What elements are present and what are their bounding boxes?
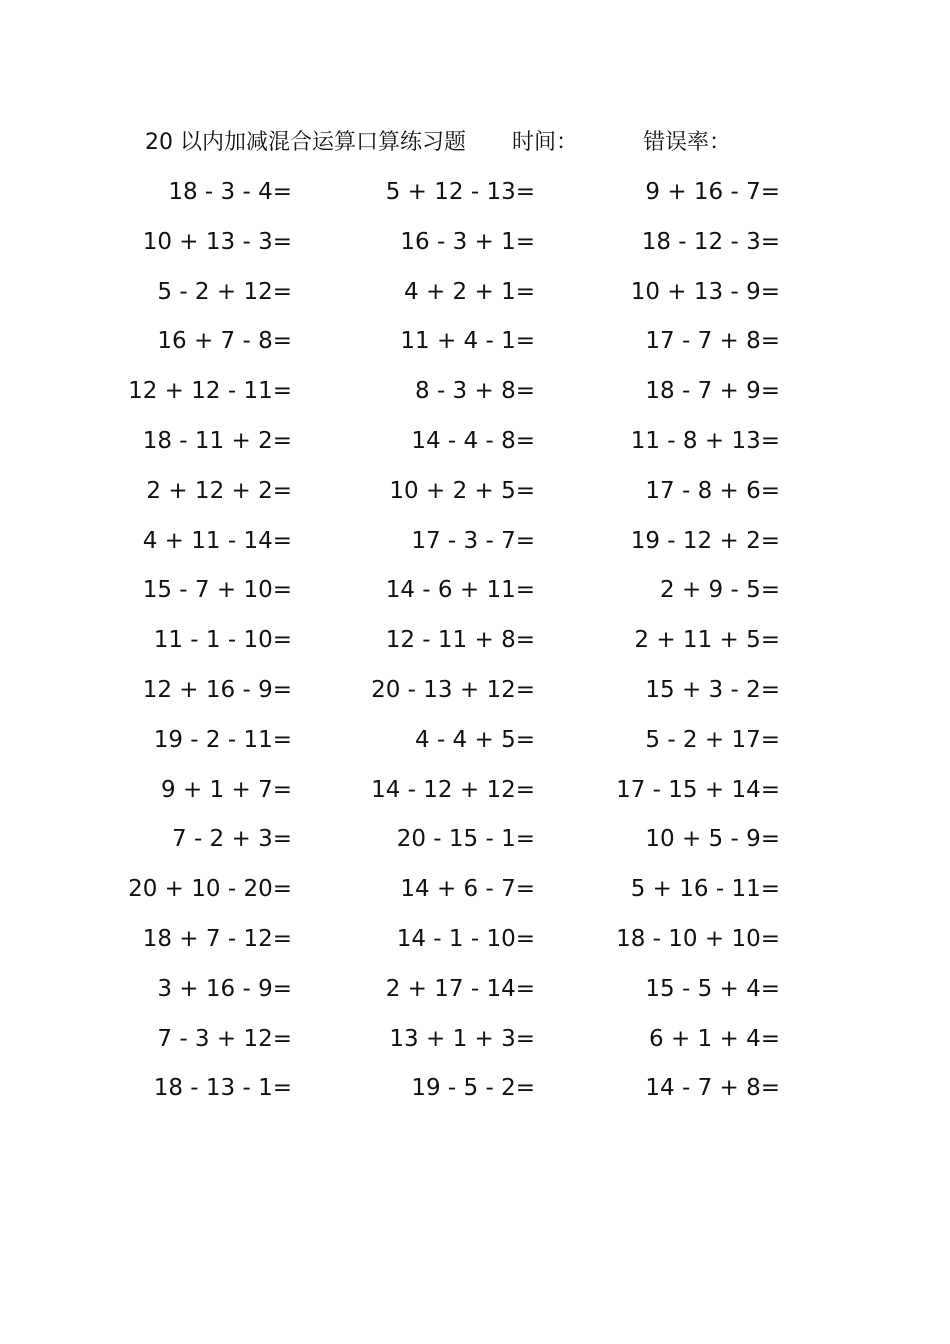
problem: 4 + 2 + 1= [404, 278, 535, 305]
problem: 14 - 6 + 11= [385, 577, 535, 604]
problem: 17 - 7 + 8= [645, 328, 780, 355]
problem: 16 - 3 + 1= [400, 228, 535, 255]
problem: 18 - 10 + 10= [616, 925, 780, 952]
problem: 19 - 2 - 11= [153, 726, 292, 753]
problem-row [0, 670, 950, 720]
worksheet-header [0, 126, 950, 160]
problem: 4 + 11 - 14= [142, 527, 292, 554]
problem: 2 + 11 + 5= [634, 627, 780, 654]
problem: 13 + 1 + 3= [389, 1025, 535, 1052]
problem-row [0, 272, 950, 322]
problem: 17 - 3 - 7= [411, 527, 535, 554]
problem: 9 + 16 - 7= [645, 179, 780, 205]
problem-row [0, 770, 950, 820]
problem: 17 - 8 + 6= [645, 477, 780, 504]
problem: 17 - 15 + 14= [616, 776, 780, 803]
problem-row [0, 1068, 950, 1118]
problem: 20 - 13 + 12= [371, 676, 535, 703]
problem: 14 - 12 + 12= [371, 776, 535, 803]
problem: 14 - 1 - 10= [396, 925, 535, 952]
problem: 10 + 13 - 9= [630, 278, 780, 305]
problem: 10 + 2 + 5= [389, 477, 535, 504]
problem-row [0, 371, 950, 421]
problem-row [0, 471, 950, 521]
problem: 18 - 11 + 2= [142, 427, 292, 454]
problem: 16 + 7 - 8= [157, 328, 292, 355]
problem: 12 - 11 + 8= [385, 627, 535, 654]
problem: 11 + 4 - 1= [400, 328, 535, 355]
problem: 18 + 7 - 12= [142, 925, 292, 952]
problem-row [0, 720, 950, 770]
problem: 11 - 1 - 10= [153, 627, 292, 654]
problem: 18 - 3 - 4= [168, 179, 292, 205]
problem-row [0, 620, 950, 670]
worksheet-title: 20 以内加减混合运算口算练习题 [145, 130, 466, 155]
error-rate-label: 错误率： [643, 130, 732, 155]
problem: 5 + 12 - 13= [385, 179, 535, 205]
problem: 4 - 4 + 5= [415, 726, 535, 753]
problem: 10 + 5 - 9= [645, 826, 780, 853]
problem: 14 - 4 - 8= [411, 427, 535, 454]
problem: 8 - 3 + 8= [415, 378, 535, 405]
problem: 18 - 13 - 1= [153, 1075, 292, 1102]
problem-row [0, 321, 950, 371]
time-label: 时间： [512, 130, 579, 155]
problem-grid [0, 172, 950, 1118]
problem: 3 + 16 - 9= [157, 975, 292, 1002]
problem: 6 + 1 + 4= [649, 1025, 780, 1052]
problem: 20 + 10 - 20= [128, 876, 292, 903]
problem: 15 + 3 - 2= [645, 676, 780, 703]
problem: 7 - 3 + 12= [157, 1025, 292, 1052]
problem: 14 + 6 - 7= [400, 876, 535, 903]
problem: 11 - 8 + 13= [630, 427, 780, 454]
problem-row [0, 969, 950, 1019]
problem-row [0, 172, 950, 222]
problem: 10 + 13 - 3= [142, 228, 292, 255]
problem: 2 + 17 - 14= [385, 975, 535, 1002]
problem: 7 - 2 + 3= [172, 826, 292, 853]
problem-row [0, 570, 950, 620]
problem: 20 - 15 - 1= [396, 826, 535, 853]
problem-row [0, 919, 950, 969]
problem: 5 - 2 + 17= [645, 726, 780, 753]
problem: 18 - 7 + 9= [645, 378, 780, 405]
problem: 9 + 1 + 7= [161, 776, 292, 803]
problem: 12 + 12 - 11= [128, 378, 292, 405]
problem: 18 - 12 - 3= [641, 228, 780, 255]
problem-row [0, 421, 950, 471]
problem-row [0, 1019, 950, 1069]
problem: 19 - 12 + 2= [630, 527, 780, 554]
problem-row [0, 521, 950, 571]
problem: 2 + 12 + 2= [146, 477, 292, 504]
problem: 15 - 7 + 10= [142, 577, 292, 604]
problem-row [0, 222, 950, 272]
problem-row [0, 819, 950, 869]
problem-row [0, 869, 950, 919]
problem: 2 + 9 - 5= [660, 577, 780, 604]
problem: 5 - 2 + 12= [157, 278, 292, 305]
problem: 12 + 16 - 9= [142, 676, 292, 703]
problem: 5 + 16 - 11= [630, 876, 780, 903]
problem: 19 - 5 - 2= [411, 1075, 535, 1102]
problem: 15 - 5 + 4= [645, 975, 780, 1002]
problem: 14 - 7 + 8= [645, 1075, 780, 1102]
